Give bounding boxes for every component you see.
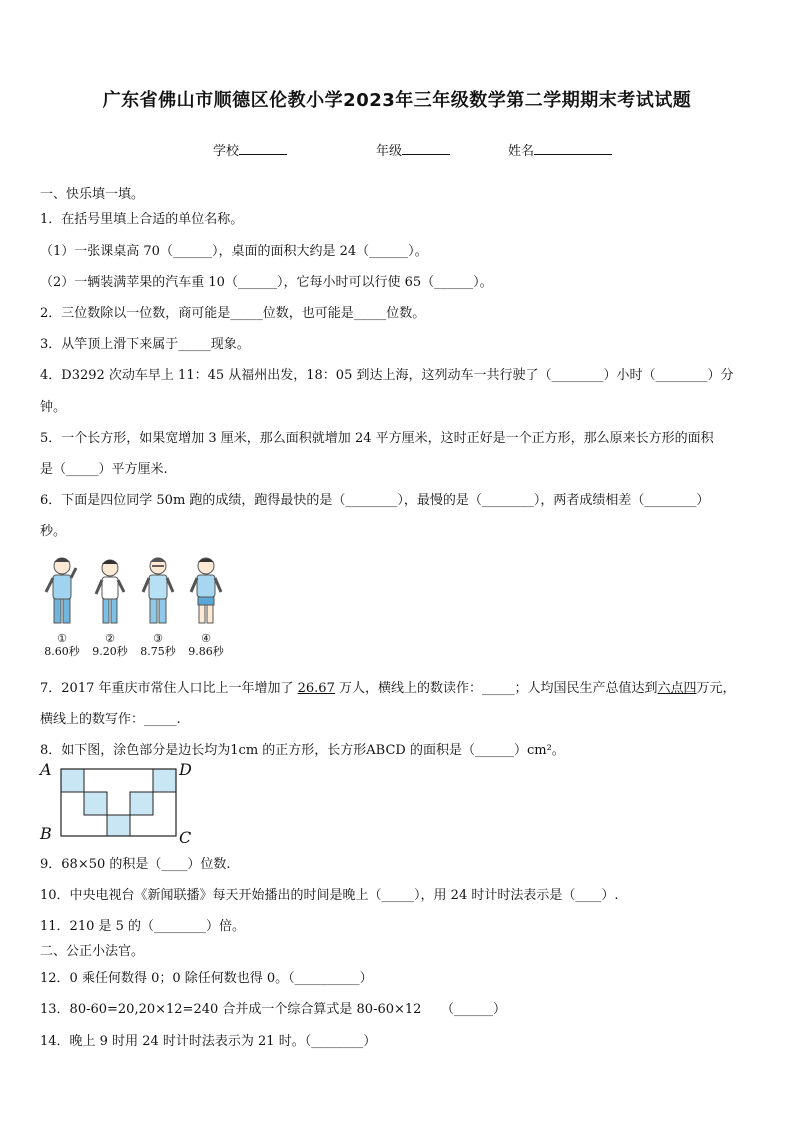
question-7-line2: 横线上的数写作：_____. <box>40 712 181 727</box>
child-icon <box>42 552 82 632</box>
name-field <box>508 140 612 159</box>
grade-label: 年级 <box>376 144 403 159</box>
section-1-heading: 一、快乐填一填。 <box>40 187 145 202</box>
question-4-line2: 钟。 <box>40 400 67 415</box>
question-5-line1: 5．一个长方形，如果宽增加 3 厘米，那么面积就增加 24 平方厘米，这时正好是一个正方形，那么原来长方形的面积 <box>40 431 714 446</box>
runner-4-num: ④ <box>201 632 211 645</box>
question-9: 9．68×50 的积是（____）位数. <box>40 857 231 872</box>
runner-4-time: 9.86秒 <box>188 645 224 658</box>
question-13: 13．80-60=20,20×12=240 合并成一个综合算式是 80-60×12 （______） <box>40 1002 506 1017</box>
runner-3 <box>138 552 178 658</box>
question-3: 3．从竿顶上滑下来属于_____现象。 <box>40 337 250 352</box>
school-label: 学校 <box>213 144 240 159</box>
runner-4 <box>186 552 226 658</box>
school-blank[interactable] <box>239 140 287 155</box>
question-5-line2: 是（_____）平方厘米. <box>40 462 168 477</box>
runner-3-num: ③ <box>153 632 163 645</box>
q7-underlined-words: 六点四 <box>657 681 697 696</box>
runner-1-time: 8.60秒 <box>44 645 80 658</box>
school-field <box>213 140 287 159</box>
question-10: 10．中央电视台《新闻联播》每天开始播出的时间是晚上（_____），用 24 时计时法表示是（____）. <box>40 888 619 903</box>
q7-part-a: 7．2017 年重庆市常住人口比上一年增加了 <box>40 681 298 696</box>
child-icon <box>138 552 178 632</box>
section-2-heading: 二、公正小法官。 <box>40 944 145 959</box>
runner-2-time: 9.20秒 <box>92 645 128 658</box>
question-1a: （1）一张课桌高 70（______），桌面的面积大约是 24（______）。 <box>40 244 428 259</box>
runner-2 <box>90 552 130 658</box>
label-c: C <box>179 828 192 847</box>
question-12: 12．0 乘任何数得 0；0 除任何数也得 0。（__________） <box>40 971 373 986</box>
question-6-line1: 6．下面是四位同学 50m 跑的成绩，跑得最快的是（________），最慢的是（________），两者成绩相差（________） <box>40 493 710 508</box>
question-7-line1 <box>40 677 736 696</box>
grade-field <box>376 140 450 159</box>
question-6-line2: 秒。 <box>40 524 67 539</box>
question-2: 2．三位数除以一位数，商可能是_____位数，也可能是_____位数。 <box>40 306 426 321</box>
grade-blank[interactable] <box>402 140 450 155</box>
child-icon <box>186 552 226 632</box>
runner-1-num: ① <box>57 632 67 645</box>
q7-part-c: 万人，横线上的数读作：_____；人均国民生产总值达到 <box>334 681 658 696</box>
question-14: 14．晚上 9 时用 24 时计时法表示为 21 时。（________） <box>40 1034 377 1049</box>
label-a: A <box>40 760 52 779</box>
question-11: 11．210 是 5 的（________）倍。 <box>40 919 246 934</box>
name-label: 姓名 <box>508 144 535 159</box>
runner-2-num: ② <box>105 632 115 645</box>
q7-underlined-number: 26.67 <box>297 681 335 696</box>
label-b: B <box>40 824 52 843</box>
grid-diagram <box>38 760 198 840</box>
runner-3-time: 8.75秒 <box>140 645 176 658</box>
rectangle-abcd-figure <box>38 760 198 847</box>
runners-figure <box>40 552 240 658</box>
name-blank[interactable] <box>534 140 612 155</box>
q7-part-e: 万元， <box>696 681 736 696</box>
question-8: 8．如下图，涂色部分是边长均为1cm 的正方形，长方形ABCD 的面积是（______）cm²。 <box>40 743 565 758</box>
question-1: 1．在括号里填上合适的单位名称。 <box>40 212 244 227</box>
question-1b: （2）一辆装满苹果的汽车重 10（______），它每小时可以行使 65（______）。 <box>40 275 493 290</box>
question-4-line1: 4．D3292 次动车早上 11：45 从福州出发，18：05 到达上海，这列动车一共行驶了（________）小时（________）分 <box>40 368 734 383</box>
runner-1 <box>42 552 82 658</box>
child-icon <box>90 552 130 632</box>
page-title: 广东省佛山市顺德区伦教小学2023年三年级数学第二学期期末考试试题 <box>102 90 692 111</box>
label-d: D <box>179 760 192 779</box>
